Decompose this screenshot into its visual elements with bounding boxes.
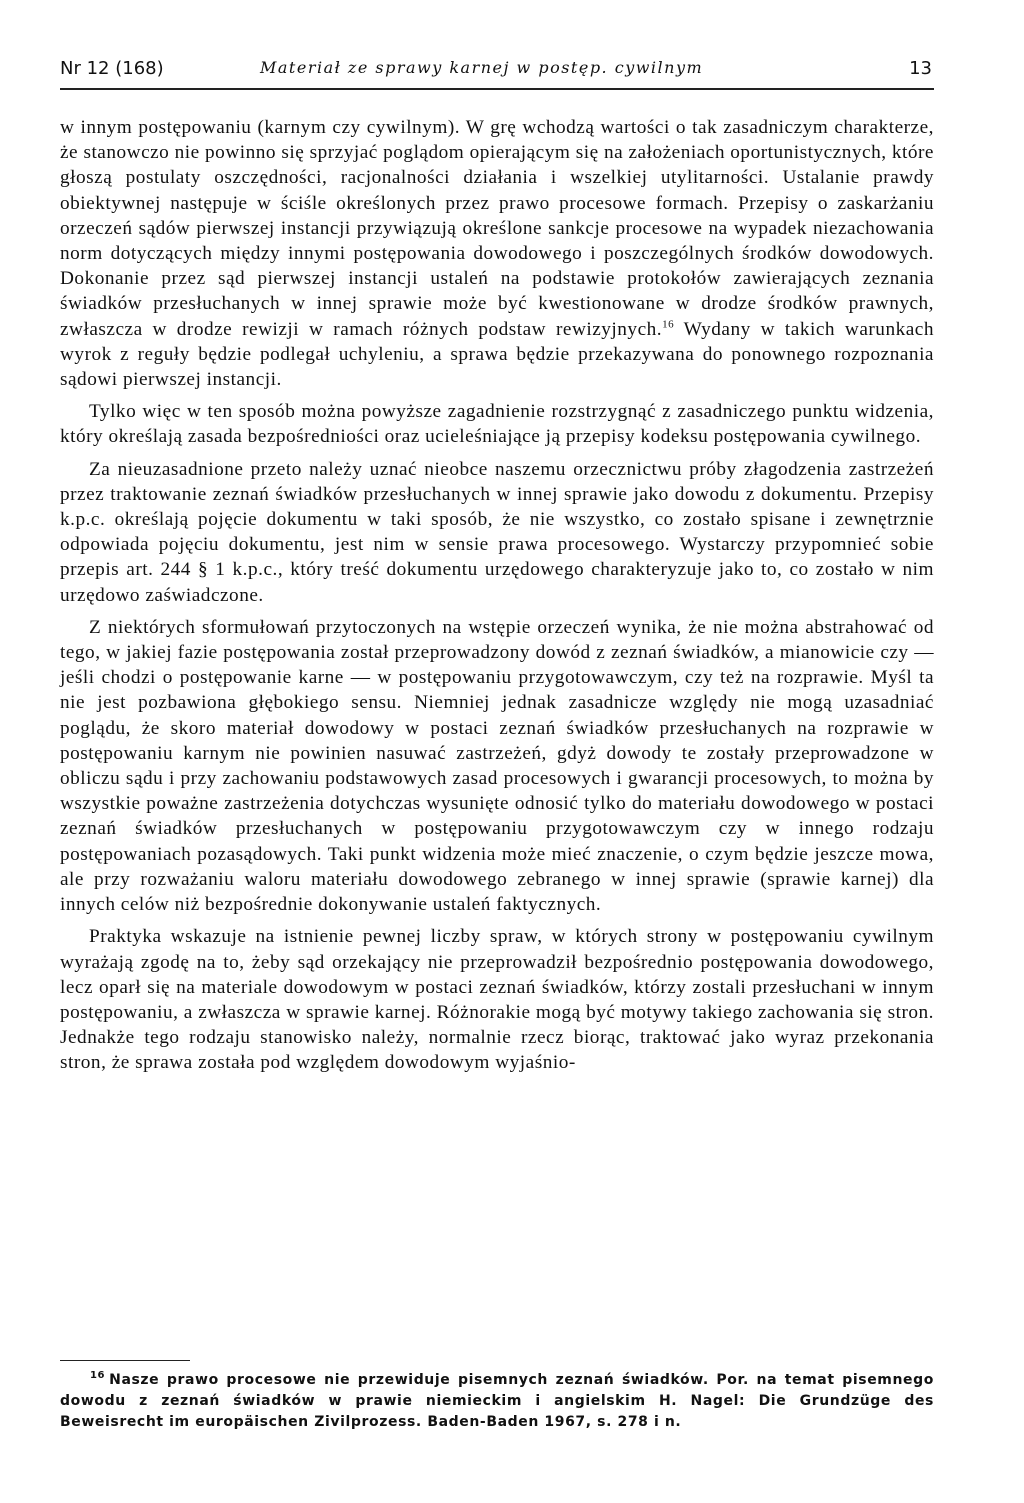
running-title: Materiał ze sprawy karnej w postęp. cywilnym (260, 58, 704, 77)
main-text (60, 115, 934, 1083)
footnotes (60, 1370, 934, 1433)
page-number: 13 (909, 58, 932, 79)
footnote-separator (60, 1360, 190, 1361)
footnote-16 (60, 1370, 934, 1433)
footnote-reference: 16 (662, 318, 675, 331)
paragraph-1-text: w innym postępowaniu (karnym czy cywilnym). W grę wchodzą wartości o tak zasadniczym charakterze, że stanowczo nie powinno się sprzyjać poglądom opierającym się na założeniach oportunistycznych, które głoszą postulaty oszczędności, racjonalności działania i wszelkiej utylitarności. Ustalanie prawdy obiektywnej następuje w ściśle określonych przez prawo procesowe formach. Przepisy o zaskarżaniu orzeczeń sądów pierwszej instancji przywiązują określone sankcje procesowe na wypadek niezachowania norm dotyczących między innymi postępowania dowodowego i poszczególnych środków dowodowych. Dokonanie przez sąd pierwszej instancji ustaleń na podstawie protokołów zawierających zeznania świadków przesłuchanych w innej sprawie może być kwestionowane w drodze środków prawnych, zwłaszcza w drodze rewizji w ramach różnych podstaw rewizyjnych. (60, 117, 934, 340)
paragraph-1-continuation: Wydany w takich warunkach wyrok z reguły będzie podlegał uchyleniu, a sprawa będzie przekazywana do ponownego rozpoznania sądowi pierwszej instancji. (60, 318, 934, 391)
paragraph-3: Za nieuzasadnione przeto należy uznać nieobce naszemu orzecznictwu próby złagodzenia zastrzeżeń przez traktowanie zeznań świadków przesłuchanych w innej sprawie jako dowodu z dokumentu. Przepisy k.p.c. określają pojęcie dokumentu w taki sposób, że nie wszystko, co zostało spisane i zewnętrznie odpowiada pojęciu dokumentu, jest nim w sensie prawa procesowego. Wystarczy przypomnieć sobie przepis art. 244 § 1 k.p.c., który treść dokumentu urzędowego charakteryzuje jako to, co zostało w nim urzędowo zaświadczone. (60, 458, 934, 606)
footnote-number: 16 (90, 1370, 106, 1382)
paragraph-5: Praktyka wskazuje na istnienie pewnej liczby spraw, w których strony w postępowaniu cywilnym wyrażają zgodę na to, żeby sąd orzekający nie przeprowadził bezpośrednio postępowania dowodowego, lecz oparł się na materiale dowodowym w postaci zeznań świadków, którzy zostali przesłuchani w innym postępowaniu, a zwłaszcza w sprawie karnej. Różnorakie mogą być motywy takiego zachowania się stron. Jednakże tego rodzaju stanowisko należy, normalnie rzecz biorąc, traktować jako wyraz przekonania stron, że sprawa została pod względem dowodowym wyjaśnio- (60, 926, 934, 1074)
issue-number: Nr 12 (168) (60, 58, 164, 79)
paragraph-4: Z niektórych sformułowań przytoczonych na wstępie orzeczeń wynika, że nie można abstrahować od tego, w jakiej fazie postępowania został przeprowadzony dowód z zeznań świadków, a mianowicie czy — jeśli chodzi o postępowanie karne — w postępowaniu przygotowawczym, czy też na rozprawie. Myśl ta nie jest pozbawiona głębokiego sensu. Niemniej jednak zasadnicze względy nie mogą uzasadniać poglądu, że skoro materiał dowodowy w postaci zeznań świadków przesłuchanych na rozprawie w postępowaniu karnym nie powinien nasuwać zastrzeżeń, gdyż dowody te zostały przeprowadzone w obliczu sądu i przy zachowaniu podstawowych zasad procesowych i gwarancji procesowych, to można by wszystkie poważne zastrzeżenia dotychczas wysunięte odnosić tylko do materiału dowodowego w postaci zeznań świadków przesłuchanych w postępowaniu przygotowawczym czy w innego rodzaju postępowaniach pozasądowych. Taki punkt widzenia może mieć znaczenie, o czym będzie jeszcze mowa, ale przy rozważaniu waloru materiału dowodowego zebranego w innej sprawie (sprawie karnej) dla innych celów niż bezpośrednie dokonywanie ustaleń faktycznych. (60, 616, 934, 916)
running-header (60, 58, 934, 88)
header-rule (60, 88, 934, 90)
footnote-text: Nasze prawo procesowe nie przewiduje pisemnych zeznań świadków. Por. na temat pisemnego dowodu z zeznań świadków w prawie niemieckim i angielskim H. Nagel: Die Grundzüge des Beweisrecht im europäischen Zivilprozess. Baden-Baden 1967, s. 278 i n. (60, 1372, 934, 1430)
paragraph-2: Tylko więc w ten sposób można powyższe zagadnienie rozstrzygnąć z zasadniczego punktu widzenia, który określają zasada bezpośredniości oraz ucieleśniające ją przepisy kodeksu postępowania cywilnego. (60, 401, 934, 448)
paragraph-1 (60, 115, 934, 392)
